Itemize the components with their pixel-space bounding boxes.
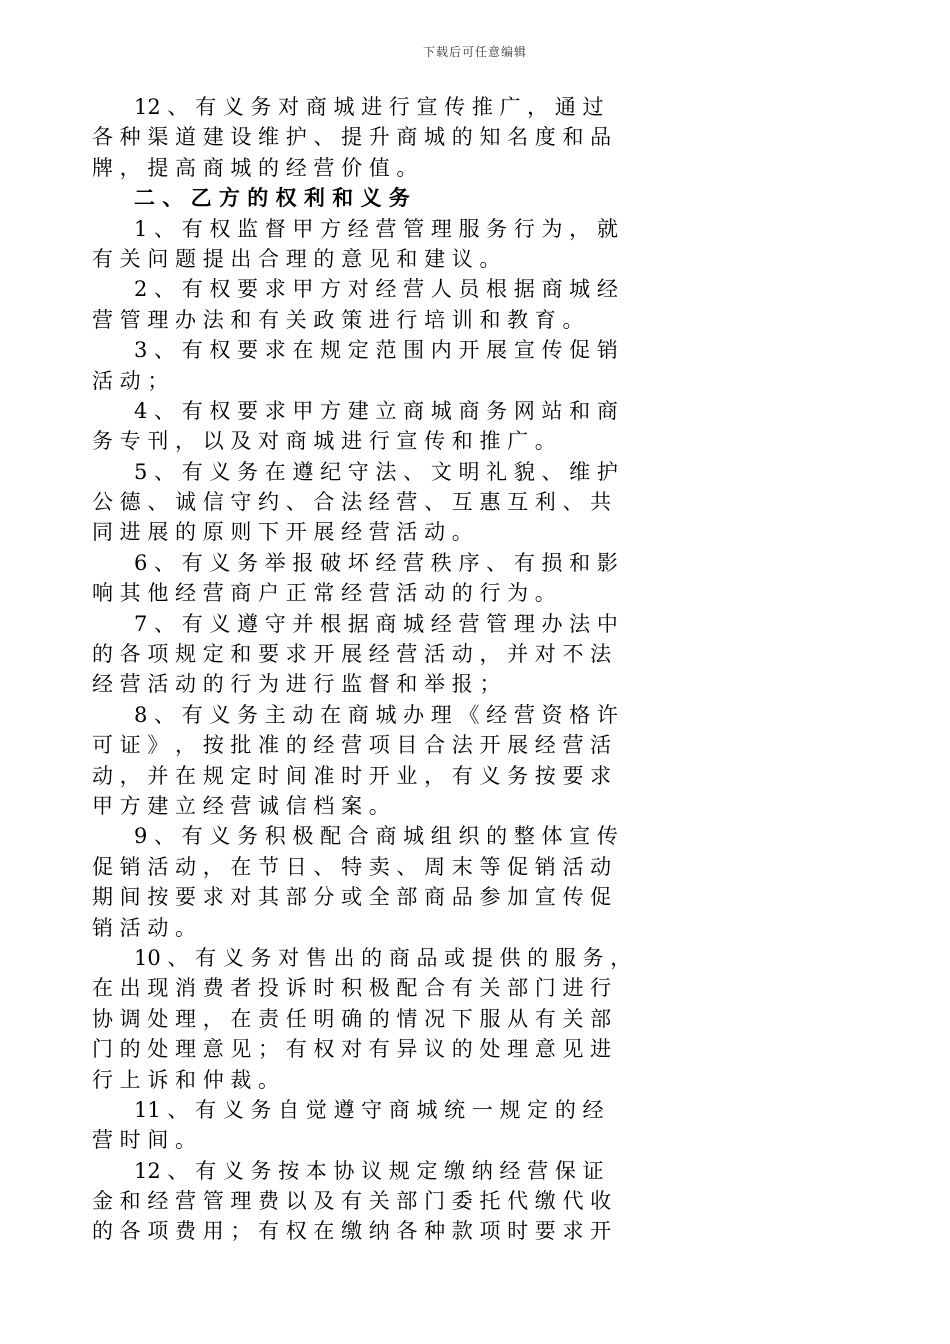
text-line: 金 和 经 营 管 理 费 以 及 有 关 部 门 委 托 代 缴 代 收 (92, 1189, 612, 1214)
text-line: 门 的 处 理 意 见 ； 有 权 对 有 异 议 的 处 理 意 见 进 (92, 1037, 612, 1062)
text-line: 牌 ， 提 高 商 城 的 经 营 价 值 。 (92, 155, 418, 180)
text-line: 公 德 、 诚 信 守 约 、 合 法 经 营 、 互 惠 互 利 、 共 (92, 490, 612, 515)
text-line: 促 销 活 动 ， 在 节 日 、 特 卖 、 周 末 等 促 销 活 动 (92, 854, 612, 879)
text-line: 4 、 有 权 要 求 甲 方 建 立 商 城 商 务 网 站 和 商 (92, 398, 618, 423)
text-line: 营 时 间 。 (92, 1128, 197, 1153)
text-line: 甲 方 建 立 经 营 诚 信 档 案 。 (92, 793, 390, 818)
text-line: 6 、 有 义 务 举 报 破 坏 经 营 秩 序 、 有 损 和 影 (92, 550, 618, 575)
section-heading: 二 、 乙 方 的 权 利 和 义 务 (92, 185, 410, 211)
text-line: 8 、 有 义 务 主 动 在 商 城 办 理 《 经 营 资 格 许 (92, 702, 618, 727)
text-line: 在 出 现 消 费 者 投 诉 时 积 极 配 合 有 关 部 门 进 行 (92, 976, 612, 1001)
text-line: 的 各 项 规 定 和 要 求 开 展 经 营 活 动 ， 并 对 不 法 (92, 642, 612, 667)
text-line: 行 上 诉 和 仲 裁 。 (92, 1067, 280, 1092)
text-line: 可 证 》 ， 按 批 准 的 经 营 项 目 合 法 开 展 经 营 活 (92, 733, 612, 758)
text-line: 2 、 有 权 要 求 甲 方 对 经 营 人 员 根 据 商 城 经 (92, 277, 618, 302)
text-line: 营 管 理 办 法 和 有 关 政 策 进 行 培 训 和 教 育 。 (92, 307, 584, 332)
document-body (92, 92, 852, 1247)
page-header: 下载后可任意编辑 (422, 45, 527, 59)
text-line: 活 动 ； (92, 368, 169, 393)
text-line: 3 、 有 权 要 求 在 规 定 范 围 内 开 展 宣 传 促 销 (92, 338, 618, 363)
text-line: 10 、 有 义 务 对 售 出 的 商 品 或 提 供 的 服 务 ， (92, 945, 632, 970)
text-line: 响 其 他 经 营 商 户 正 常 经 营 活 动 的 行 为 。 (92, 581, 556, 606)
text-line: 务 专 刊 ， 以 及 对 商 城 进 行 宣 传 和 推 广 。 (92, 429, 556, 454)
text-line: 12 、 有 义 务 按 本 协 议 规 定 缴 纳 经 营 保 证 (92, 1158, 604, 1183)
text-line: 1 、 有 权 监 督 甲 方 经 营 管 理 服 务 行 为 ， 就 (92, 216, 618, 241)
text-line: 动 ， 并 在 规 定 时 间 准 时 开 业 ， 有 义 务 按 要 求 (92, 763, 612, 788)
text-line: 有 关 问 题 提 出 合 理 的 意 见 和 建 议 。 (92, 246, 501, 271)
text-line: 各 种 渠 道 建 设 维 护 、 提 升 商 城 的 知 名 度 和 品 (92, 125, 612, 150)
text-line: 同 进 展 的 原 则 下 开 展 经 营 活 动 。 (92, 520, 473, 545)
text-line: 销 活 动 。 (92, 915, 197, 940)
text-line: 期 间 按 要 求 对 其 部 分 或 全 部 商 品 参 加 宣 传 促 (92, 885, 612, 910)
text-line: 11 、 有 义 务 自 觉 遵 守 商 城 统 一 规 定 的 经 (92, 1097, 604, 1122)
text-line: 12 、 有 义 务 对 商 城 进 行 宣 传 推 广 ， 通 过 (92, 95, 604, 119)
text-line: 9 、 有 义 务 积 极 配 合 商 城 组 织 的 整 体 宣 传 (92, 824, 618, 849)
text-line: 5 、 有 义 务 在 遵 纪 守 法 、 文 明 礼 貌 、 维 护 (92, 459, 618, 484)
text-line: 协 调 处 理 ， 在 责 任 明 确 的 情 况 下 服 从 有 关 部 (92, 1006, 612, 1031)
text-line: 的 各 项 费 用 ； 有 权 在 缴 纳 各 种 款 项 时 要 求 开 (92, 1219, 612, 1244)
text-line: 经 营 活 动 的 行 为 进 行 监 督 和 举 报 ； (92, 672, 501, 697)
text-line: 7 、 有 义 遵 守 并 根 据 商 城 经 营 管 理 办 法 中 (92, 611, 618, 636)
